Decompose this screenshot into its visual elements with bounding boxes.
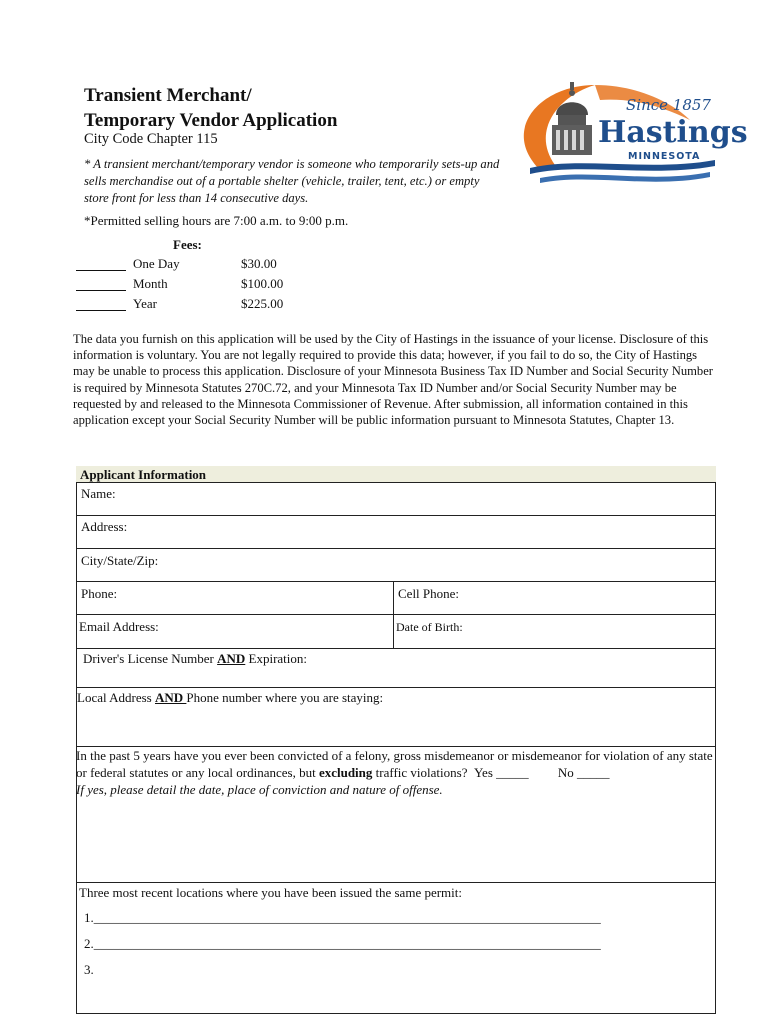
- email-label: Email Address:: [79, 619, 159, 634]
- page-title: [84, 83, 337, 133]
- fee-blank-line[interactable]: [76, 310, 126, 311]
- fee-price: $225.00: [241, 296, 284, 311]
- cell-phone-label: Cell Phone:: [398, 586, 460, 601]
- section-title: Applicant Information: [80, 467, 207, 482]
- location-line-3[interactable]: 3.: [84, 962, 94, 977]
- city-state-zip-field[interactable]: [76, 548, 716, 582]
- fee-option-day[interactable]: [76, 256, 376, 275]
- hastings-logo-icon: [500, 60, 748, 190]
- date-of-birth-field[interactable]: [393, 614, 716, 649]
- title-line-2: Temporary Vendor Application: [84, 110, 338, 131]
- logo-state-text: MINNESOTA: [628, 151, 701, 162]
- location-line-2[interactable]: 2.______________________________________________________________________________: [84, 936, 601, 951]
- fee-name: Year: [133, 296, 157, 311]
- page-subtitle: City Code Chapter 115: [84, 131, 218, 147]
- logo-since-text: Since 1857: [626, 96, 711, 114]
- local-address-field[interactable]: [76, 687, 716, 747]
- fee-option-month[interactable]: [76, 276, 376, 295]
- location-line-1[interactable]: 1.______________________________________________________________________________: [84, 910, 601, 925]
- city-state-zip-label: City/State/Zip:: [81, 553, 159, 568]
- definition-note: * A transient merchant/temporary vendor is someone who temporarily sets-up and sells merchandise out of a portable shelter (vehicle, trailer, tent, etc.) or empty store front for less than 14 consecutive days.: [84, 157, 500, 205]
- fee-option-year[interactable]: [76, 296, 376, 315]
- fee-blank-line[interactable]: [76, 290, 126, 291]
- privacy-notice: The data you furnish on this application will be used by the City of Hastings in the issuance of your license. Disclosure of this information is voluntary. You are not legally required to provide this data; however, if you fail to do so, the City of Hastings may be unable to process this application. Disclosure of your Minnesota Business Tax ID Number and Social Security Number is required by Minnesota Statutes 270C.72, and your Minnesota Tax ID Number and/or Social Security Number may be requested by and released to the Minnesota Commissioner of Revenue. After submission, all information contained in this application except your Social Security Number will be public information pursuant to Minnesota Statutes, Chapter 13.: [73, 332, 713, 428]
- local-address-label: Local Address AND Phone number where you are staying:: [77, 690, 384, 705]
- no-option[interactable]: No _____: [557, 765, 610, 780]
- title-line-1: Transient Merchant/: [84, 85, 252, 106]
- permit-locations-label: Three most recent locations where you have been issued the same permit:: [79, 885, 463, 900]
- address-field[interactable]: [76, 515, 716, 549]
- fees-heading: Fees:: [173, 237, 202, 252]
- fee-price: $100.00: [241, 276, 284, 291]
- name-label: Name:: [81, 486, 116, 501]
- phone-label: Phone:: [81, 586, 118, 601]
- fee-name: One Day: [133, 256, 180, 271]
- cell-phone-field[interactable]: [393, 581, 716, 615]
- name-field[interactable]: [76, 482, 716, 516]
- fee-name: Month: [133, 276, 168, 291]
- logo-city-text: Hastings: [598, 115, 748, 150]
- fee-price: $30.00: [241, 256, 277, 271]
- email-field[interactable]: [76, 614, 394, 649]
- fee-blank-line[interactable]: [76, 270, 126, 271]
- drivers-license-label: Driver's License Number AND Expiration:: [83, 651, 308, 666]
- conviction-question: In the past 5 years have you ever been convicted of a felony, gross misdemeanor or misdemeanor for violation of any state or federal statutes or any local ordinances, but excluding traffic violations? Yes _____ No _____ If yes, please detail the date, place of conviction and nature of offense.: [76, 747, 716, 798]
- conviction-detail-instruction: If yes, please detail the date, place of conviction and nature of offense.: [76, 782, 443, 797]
- dob-label: Date of Birth:: [396, 620, 463, 634]
- hastings-logo: [500, 60, 748, 190]
- yes-option[interactable]: Yes _____: [473, 765, 529, 780]
- phone-field[interactable]: [76, 581, 394, 615]
- drivers-license-field[interactable]: [76, 648, 716, 688]
- address-label: Address:: [81, 519, 128, 534]
- hours-note: *Permitted selling hours are 7:00 a.m. to 9:00 p.m.: [84, 213, 349, 228]
